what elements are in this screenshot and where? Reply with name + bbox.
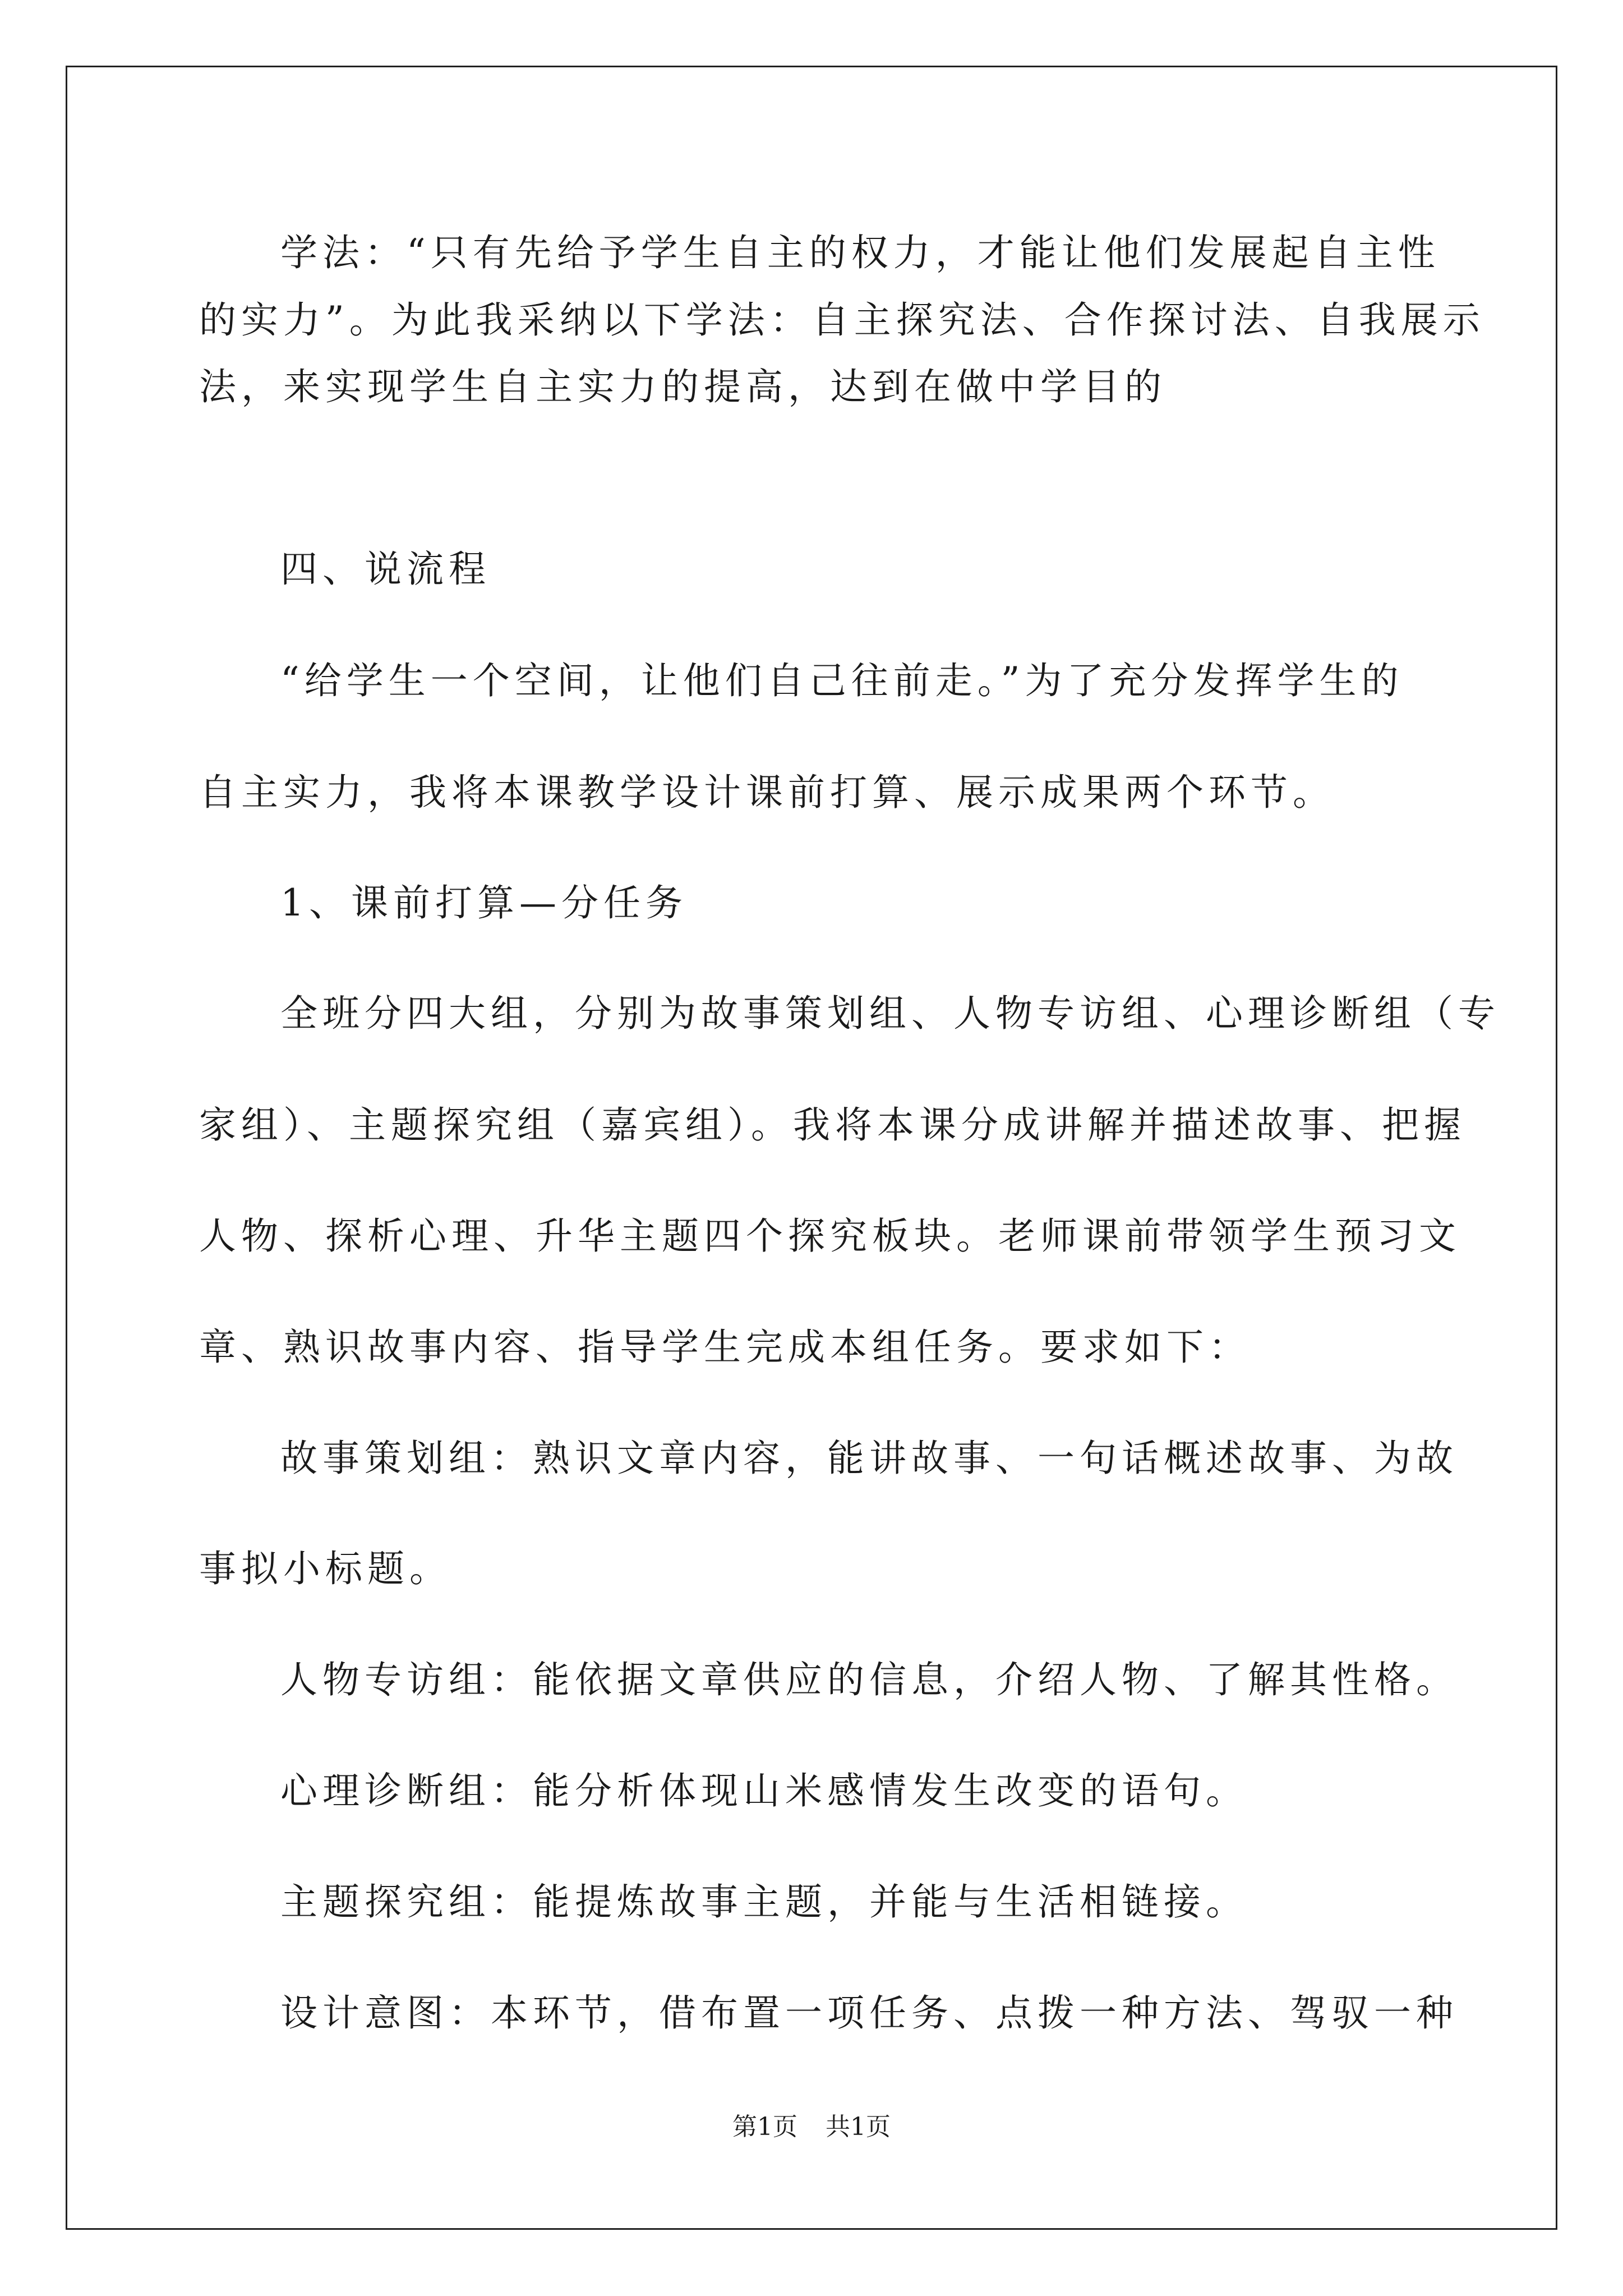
paragraph-line: 心理诊断组：能分析体现山米感情发生改变的语句。 [280, 1769, 1248, 1812]
paragraph-line: 法，来实现学生自主实力的提高，达到在做中学目的 [199, 365, 1166, 408]
page-footer [0, 2111, 1623, 2143]
paragraph-line: 全班分四大组，分别为故事策划组、人物专访组、心理诊断组（专 [280, 992, 1500, 1035]
page-number: 第1页 [732, 2113, 797, 2141]
paragraph-line: 家组）、主题探究组（嘉宾组）。我将本课分成讲解并描述故事、把握 [199, 1103, 1466, 1147]
paragraph-line: 人物、探析心理、升华主题四个探究板块。老师课前带领学生预习文 [199, 1214, 1461, 1258]
subsection-heading: 1、课前打算—分任务 [280, 881, 688, 924]
paragraph-line: 学法：“只有先给予学生自主的权力，才能让他们发展起自主性 [280, 231, 1440, 274]
paragraph-line: 设计意图：本环节，借布置一项任务、点拨一种方法、驾驭一种 [280, 1991, 1458, 2035]
paragraph-line: 主题探究组：能提炼故事主题，并能与生活相链接。 [280, 1880, 1248, 1924]
paragraph-line: 自主实力，我将本课教学设计课前打算、展示成果两个环节。 [199, 771, 1335, 814]
section-heading: 四、说流程 [280, 547, 491, 591]
paragraph-line: “给学生一个空间，让他们自己往前走。”为了充分发挥学生的 [280, 659, 1404, 702]
paragraph-line: 的实力”。为此我采纳以下学法：自主探究法、合作探讨法、自我展示 [199, 298, 1485, 342]
page-total: 共1页 [826, 2113, 891, 2141]
paragraph-line: 故事策划组：熟识文章内容，能讲故事、一句话概述故事、为故 [280, 1437, 1458, 1480]
paragraph-line: 章、熟识故事内容、指导学生完成本组任务。要求如下： [199, 1326, 1251, 1369]
paragraph-line: 人物专访组：能依据文章供应的信息，介绍人物、了解其性格。 [280, 1658, 1458, 1701]
paragraph-line: 事拟小标题。 [199, 1547, 451, 1590]
